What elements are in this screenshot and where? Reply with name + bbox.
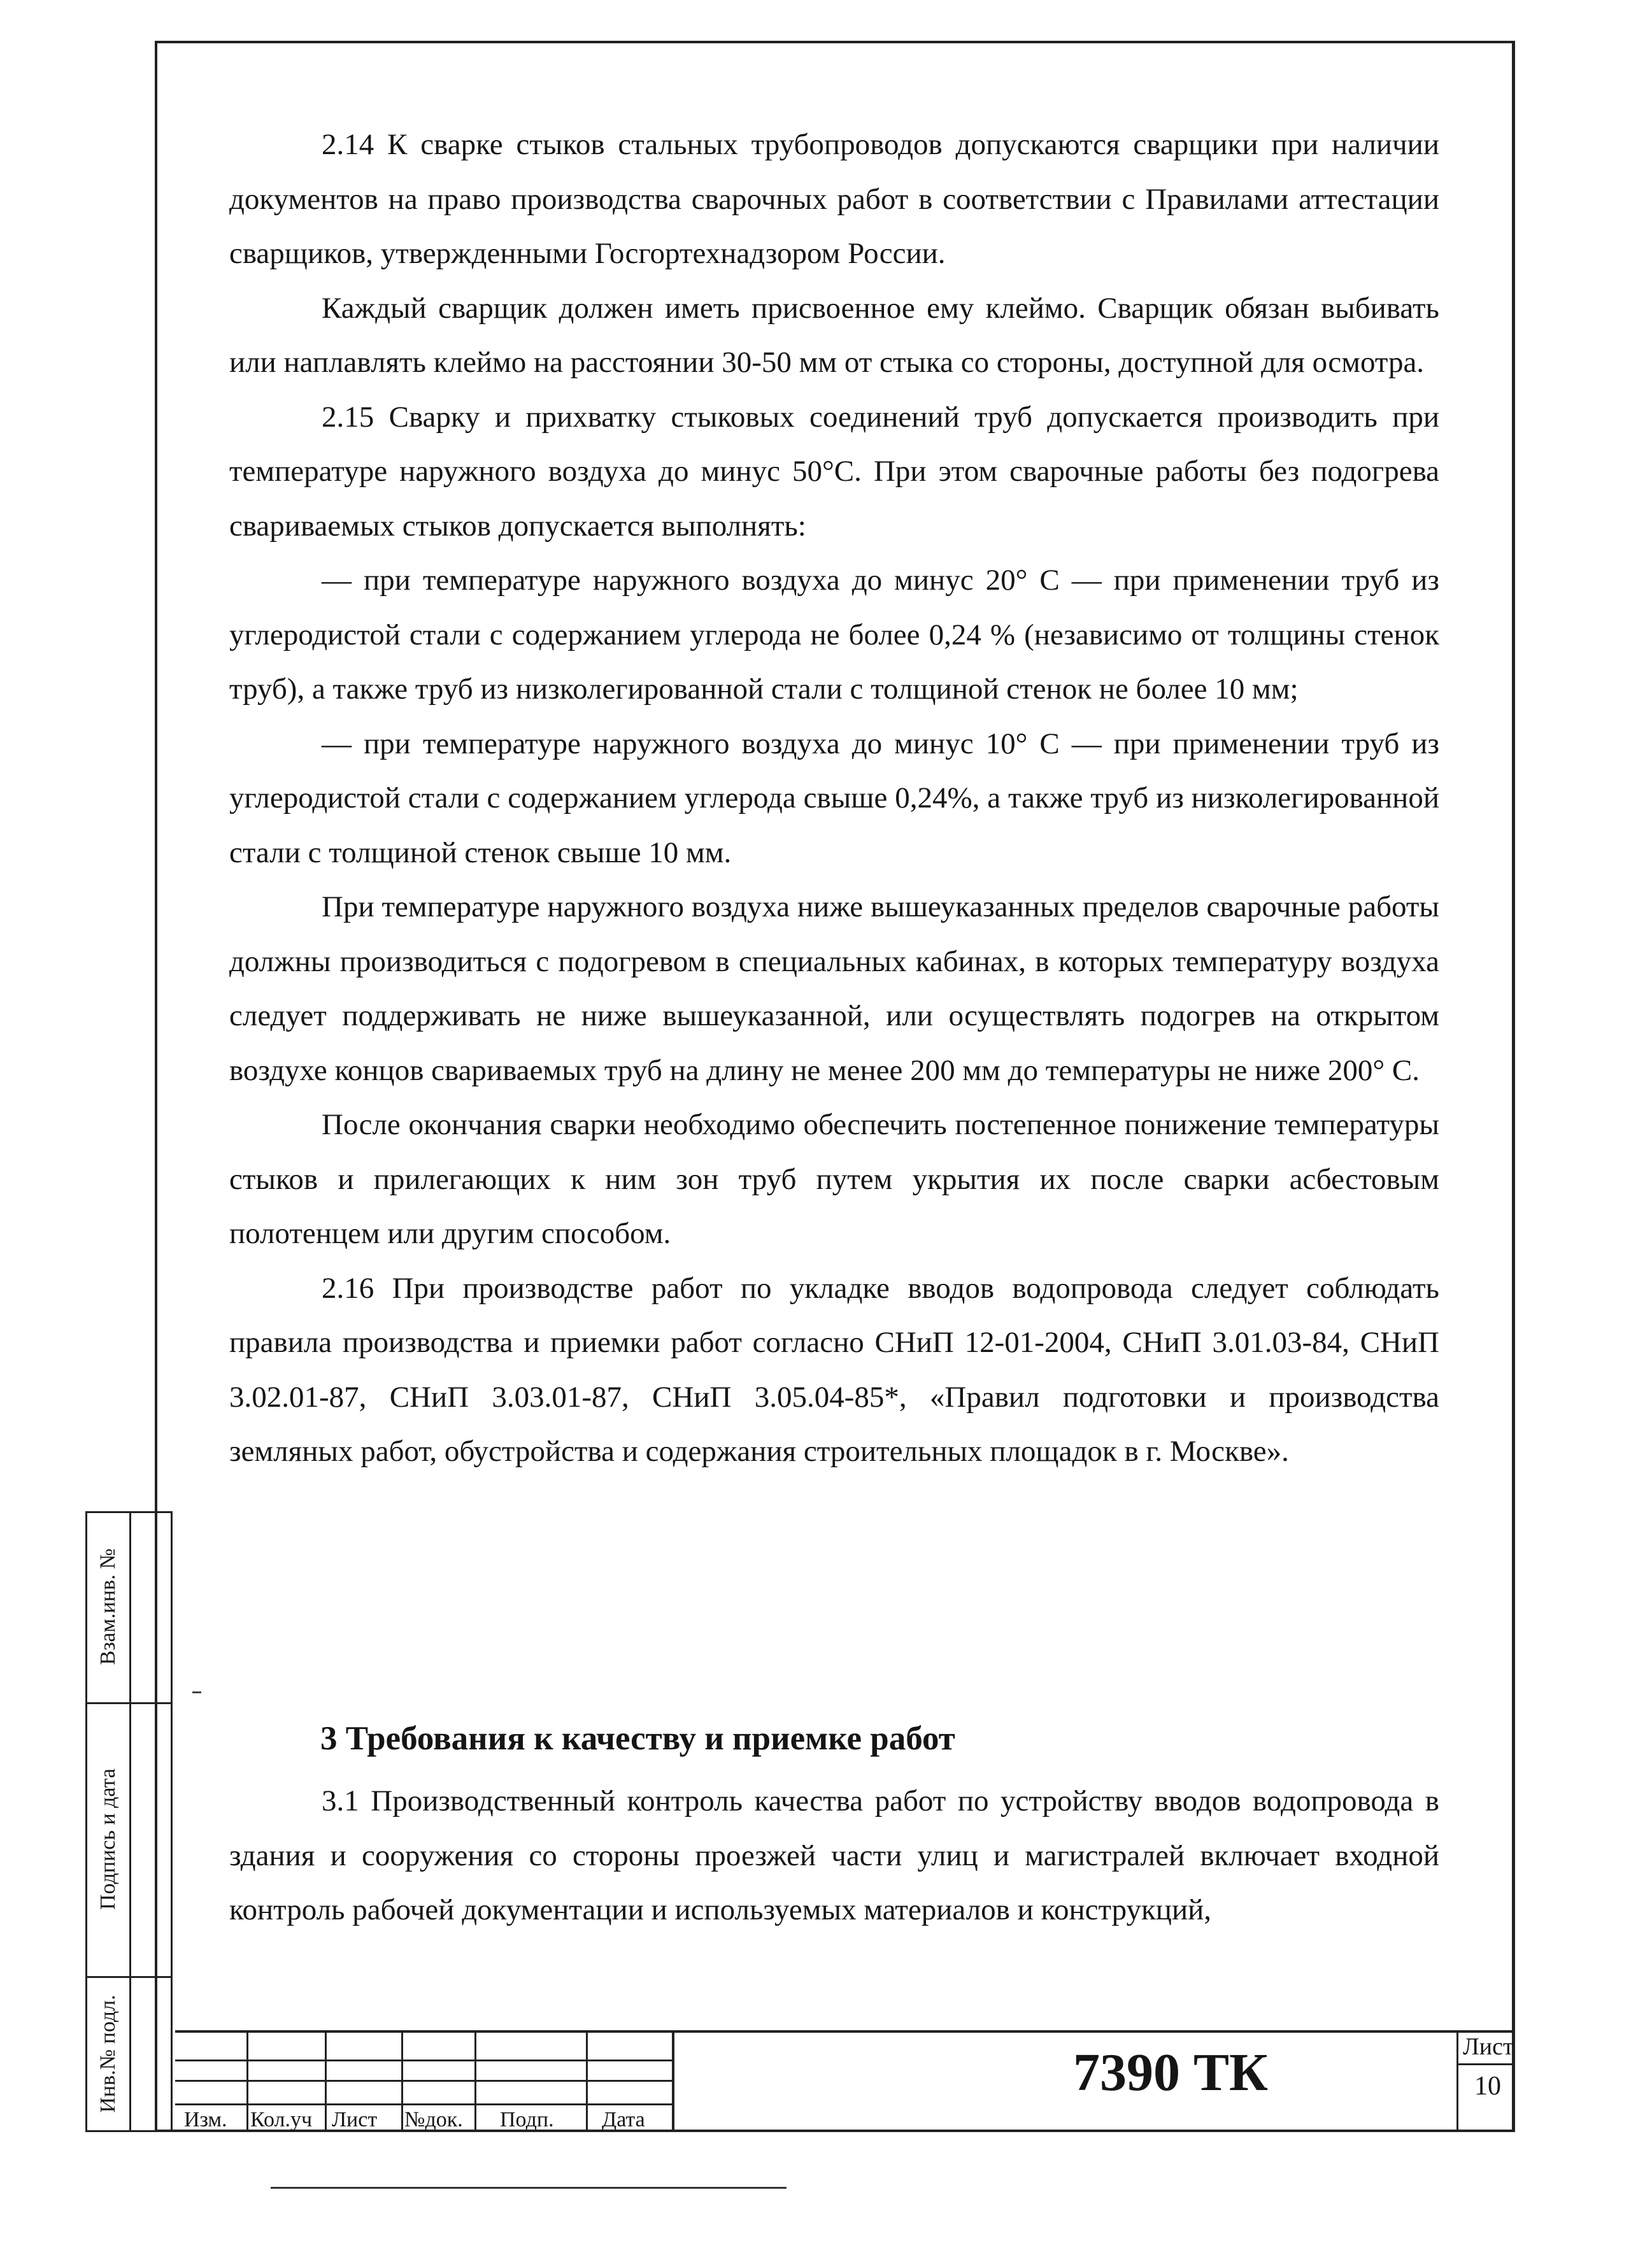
strip-divider	[85, 1976, 173, 1978]
document-code: 7390 ТК	[1073, 2043, 1268, 2102]
col-label-change: Изм.	[184, 2108, 227, 2131]
grid-col-line	[586, 2030, 588, 2132]
paragraph-2-16: 2.16 При производстве работ по укладке вводов водопровода следует соблюдать правила производства и приемки работ согласно СНиП 12-01-2004, СНиП 3.01.03-84, СНиП 3.02.01-87, СНиП 3.03.01-87, СНиП 3.05.04-85*, «Правил подготовки и производства земляных работ, обустройства и содержания строительных площадок в г. Москве».	[229, 1271, 1439, 1468]
col-label-date: Дата	[602, 2108, 645, 2131]
paragraph-welder-mark: Каждый сварщик должен иметь присвоенное ему клеймо. Сварщик обязан выбивать или наплавлять клеймо на расстоянии 30-50 мм от стыка со стороны, доступной для осмотра.	[229, 291, 1439, 379]
col-label-signature: Подп.	[500, 2108, 554, 2131]
sheet-number: 10	[1474, 2072, 1501, 2101]
grid-row-line	[175, 2059, 672, 2061]
stray-mark	[192, 1691, 201, 1693]
section-3-body	[229, 1774, 1439, 1938]
registration-strip	[85, 1511, 173, 2132]
grid-col-line	[474, 2030, 476, 2132]
list-item-minus-20: — при температуре наружного воздуха до минус 20° С — при применении труб из углеродистой стали с содержанием углерода не более 0,24 % (независимо от толщины стенок труб), а также труб из низколегированной стали с толщиной стенок не более 10 мм;	[229, 564, 1439, 706]
grid-row-line	[175, 2080, 672, 2082]
strip-divider	[85, 1702, 173, 1704]
paragraph-2-14: 2.14 К сварке стыков стальных трубопроводов допускаются сварщики при наличии документов на право производства сварочных работ в соответствии с Правилами аттестации сварщиков, утвержденными Госгортехнадзором России.	[229, 128, 1439, 270]
paragraph-2-15: 2.15 Сварку и прихватку стыковых соединений труб допускается производить при температуре наружного воздуха до минус 50°С. При этом сварочные работы без подогрева свариваемых стыков допускается выполнять:	[229, 400, 1439, 543]
replacement-inv-label: Взам.инв. №	[96, 1548, 120, 1665]
document-body	[229, 118, 1439, 1479]
col-label-sheet: Лист	[332, 2108, 378, 2131]
signature-date-label: Подпись и дата	[96, 1768, 120, 1910]
grid-col-line	[246, 2030, 248, 2132]
sheet-label: Лист	[1463, 2033, 1514, 2060]
original-inv-label: Инв.№ подл.	[96, 1995, 120, 2113]
strip-value-column	[129, 1511, 173, 2132]
list-item-minus-10: — при температуре наружного воздуха до минус 10° С — при применении труб из углеродистой стали с содержанием углерода свыше 0,24%, а также труб из низколегированной стали с толщиной стенок свыше 10 мм.	[229, 727, 1439, 869]
title-block	[175, 2030, 1515, 2132]
paragraph-cooling: После окончания сварки необходимо обеспечить постепенное понижение температуры стыков и прилегающих к ним зон труб путем укрытия их после сварки асбестовым полотенцем или другим способом.	[229, 1108, 1439, 1250]
col-label-count: Кол.уч	[250, 2108, 313, 2131]
grid-col-line	[325, 2030, 327, 2132]
revision-grid	[175, 2030, 672, 2132]
col-label-doc-no: №док.	[404, 2108, 463, 2131]
paragraph-preheating: При температуре наружного воздуха ниже вышеуказанных пределов сварочные работы должны производиться с подогревом в специальных кабинах, в которых температуру воздуха следует поддерживать не ниже вышеуказанной, или осуществлять подогрев на открытом воздухе концов свариваемых труб на длину не менее 200 мм до температуры не ниже 200° С.	[229, 890, 1439, 1087]
grid-col-line	[401, 2030, 403, 2132]
sheet-divider	[1456, 2063, 1515, 2065]
paragraph-3-1: 3.1 Производственный контроль качества работ по устройству вводов водопровода в здания и сооружения со стороны проезжей части улиц и магистралей включает входной контроль рабочей документации и используемых материалов и конструкций,	[229, 1784, 1439, 1926]
scan-footer-line	[271, 2187, 787, 2189]
section-heading: 3 Требования к качеству и приемке работ	[320, 1720, 955, 1757]
title-block-separator	[672, 2030, 674, 2132]
grid-row-line	[175, 2103, 672, 2105]
